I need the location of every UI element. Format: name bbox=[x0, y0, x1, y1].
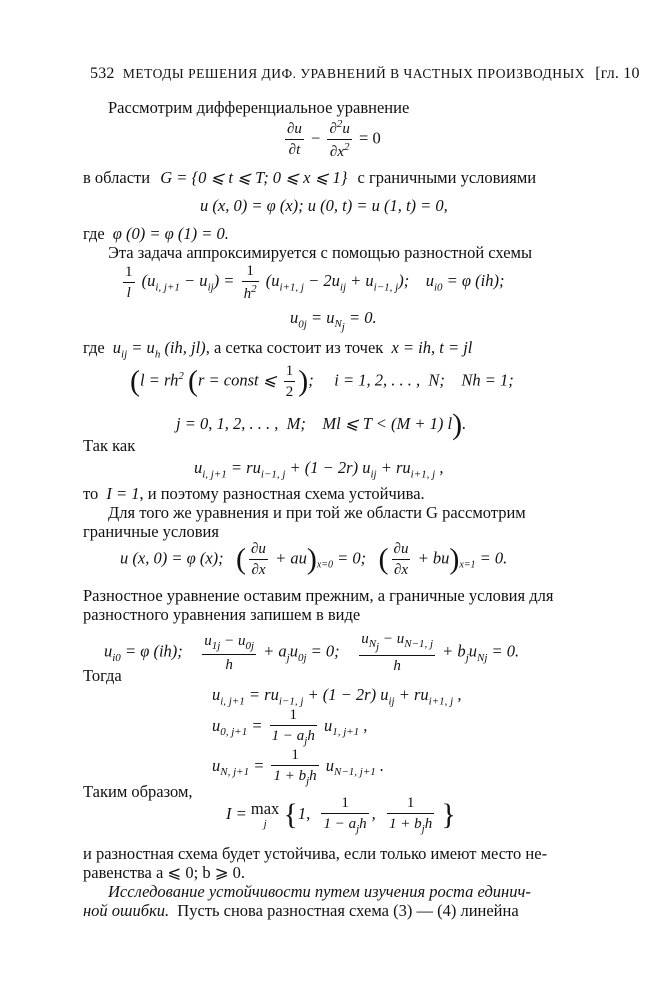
paragraph-1: Рассмотрим дифференциальное уравнение bbox=[108, 98, 410, 117]
paragraph-6 bbox=[83, 484, 425, 504]
paragraph-4: Эта задача аппроксимируется с помощью разностной схемы bbox=[108, 243, 533, 262]
paragraph-2 bbox=[83, 168, 536, 188]
scheme-boundary: $u_{0j} = u_{N_j} = 0$. bbox=[290, 308, 377, 334]
text-since: Так как bbox=[83, 436, 136, 455]
chapter-ref: [гл. 10 bbox=[595, 65, 640, 82]
text-then-block: Тогда bbox=[83, 666, 122, 685]
paragraph-7-line-1: Для того же уравнения и при той же области G рассмотрим bbox=[108, 503, 526, 522]
I-equals-1: I = 1 bbox=[106, 484, 140, 503]
text-domain-lead: в области bbox=[83, 168, 151, 187]
text-thus: Таким образом, bbox=[83, 782, 193, 801]
difference-boundary-conditions: $u_{i0} = \varphi$ (ih); $\frac{u_{1j} - u_{0j}}{h}$ + $a_ju_{0j} = 0$; $\frac{u_{N_j} - u_{N-1, j}}{h}$ + $b_ju_{Nj} = 0$. bbox=[104, 631, 520, 675]
text-grid-lead: , а сетка состоит из точек bbox=[205, 338, 384, 357]
page-number: 532 bbox=[90, 65, 115, 82]
grid-params-1: ($l = rh^2$ (r = const ⩽ $\frac{1}{2}$ ); i = 1, 2, . . . , N; Nh = 1; bbox=[130, 363, 514, 400]
paragraph-7-line-2: граничные условия bbox=[83, 522, 219, 541]
text-scheme-linear: Пусть снова разностная схема (3) — (4) линейна bbox=[177, 901, 519, 920]
text-bc-lead: с граничными условиями bbox=[357, 168, 537, 187]
grid-params-2: j = 0, 1, 2, . . . , M; Ml ⩽ T < (M + 1) l). bbox=[176, 408, 467, 441]
uij-definition: $u_{ij} = u_h$ (ih, jl) bbox=[112, 338, 206, 361]
paragraph-5 bbox=[83, 338, 472, 361]
running-header bbox=[90, 64, 640, 83]
explicit-scheme: $u_{i, j+1} = ru_{i-1, j} + (1 - 2r) u_{ij} + ru_{i+1, j}$ , bbox=[194, 458, 444, 481]
boundary-conditions-2: u (x, 0) = φ (x); ( $\frac{\partial u}{\partial x}$ + $au)_{x=0} = 0$; ( $\frac{\partial u}{\partial x}$ + $bu)_{x=1} = 0$. bbox=[120, 541, 508, 578]
phi-condition: φ (0) = φ (1) = 0. bbox=[112, 224, 229, 243]
boundary-conditions-1: u (x, 0) = φ (x); u (0, t) = u (1, t) = 0, bbox=[200, 196, 448, 215]
grid-points: x = ih, t = jl bbox=[391, 338, 473, 357]
text-then: то bbox=[83, 484, 99, 503]
running-title: МЕТОДЫ РЕШЕНИЯ ДИФ. УРАВНЕНИЙ В ЧАСТНЫХ ПРОИЗВОДНЫХ bbox=[122, 66, 586, 81]
paragraph-10-line-2 bbox=[83, 901, 519, 921]
paragraph-3 bbox=[83, 224, 229, 244]
text-stable: , и поэтому разностная схема устойчива. bbox=[139, 484, 425, 503]
domain-set: G = {0 ⩽ t ⩽ T; 0 ⩽ x ⩽ 1} bbox=[160, 168, 348, 187]
paragraph-9-line-1: и разностная схема будет устойчива, если только имеют место не- bbox=[83, 844, 548, 863]
then-eq-3: $u_{N, j+1}$ = $\frac{1}{1 + b_jh}$ $u_{N-1, j+1}$ . bbox=[212, 747, 385, 787]
then-eq-2: $u_{0, j+1}$ = $\frac{1}{1 - a_jh}$ $u_{1, j+1}$ , bbox=[212, 707, 368, 747]
paragraph-8-line-2: разностного уравнения запишем в виде bbox=[83, 605, 361, 624]
I-max-formula: I = max j {1, $\frac{1}{1 - a_jh}$ , $\frac{1}{1 + b_jh}$ } bbox=[226, 795, 456, 835]
heat-equation: $\frac{\partial u}{\partial t}$ − $\frac{\partial^2u}{\partial x^2}$ = 0 bbox=[287, 118, 381, 160]
text-where-1: где bbox=[83, 224, 105, 243]
text-where-2: где bbox=[83, 338, 105, 357]
paragraph-8-line-1: Разностное уравнение оставим прежним, а граничные условия для bbox=[83, 586, 554, 605]
difference-scheme: $\frac{1}{l}$ $(u_{i, j+1} - u_{ij})$ = $\frac{1}{h^2}$ $(u_{i+1, j} - 2u_{ij} + u_{i-1, j})$; $u_{i0} = \varphi$ (ih); bbox=[125, 263, 505, 302]
then-eq-1: $u_{i, j+1} = ru_{i-1, j} + (1 - 2r) u_{ij} + ru_{i+1, j}$ , bbox=[212, 685, 462, 708]
paragraph-10-line-1: Исследование устойчивости путем изучения роста единич- bbox=[108, 882, 531, 901]
italic-heading-end: ной ошибки. bbox=[83, 901, 170, 920]
paragraph-9-line-2: равенства a ⩽ 0; b ⩾ 0. bbox=[83, 863, 246, 882]
